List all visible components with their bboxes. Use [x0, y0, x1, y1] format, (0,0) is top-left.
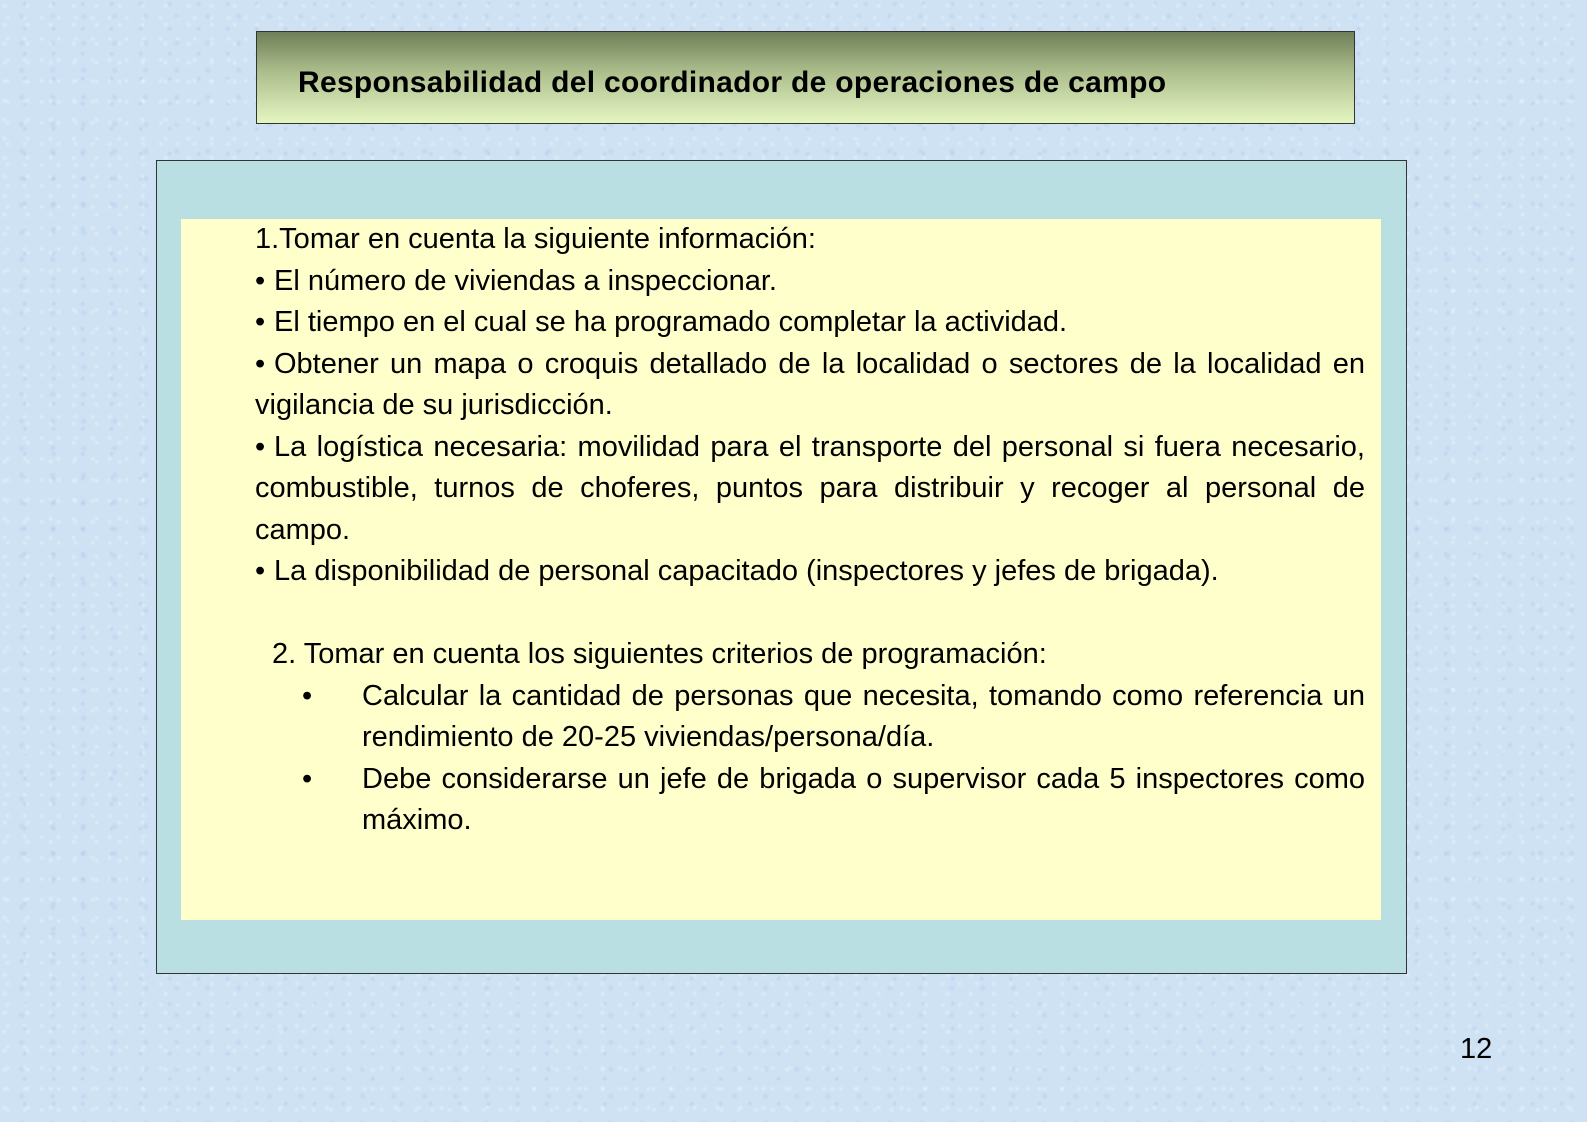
bullet-icon: • — [255, 555, 266, 587]
section1-item — [255, 427, 1365, 552]
section2-heading: 2. Tomar en cuenta los siguientes criterios de programación: — [272, 638, 1047, 670]
section2-item-text: Calcular la cantidad de personas que necesita, tomando como referencia un rendimiento de 20-25 viviendas/persona/día. — [362, 679, 1365, 753]
slide-title-bar — [256, 31, 1355, 124]
section1-item-text: El número de viviendas a inspeccionar. — [274, 264, 777, 297]
section1-item-text: La logística necesaria: movilidad para el transporte del personal si fuera necesario, combustible, turnos de choferes, puntos para distribuir y recoger al personal de campo. — [255, 430, 1365, 546]
slide-title: Responsabilidad del coordinador de operaciones de campo — [298, 66, 1167, 99]
section2-item — [255, 676, 1365, 759]
section1-heading: 1.Tomar en cuenta la siguiente información: — [255, 223, 816, 255]
section1-item-text: La disponibilidad de personal capacitado (inspectores y jefes de brigada). — [274, 555, 1219, 587]
section1-item — [255, 551, 1365, 593]
section1-item — [255, 261, 1365, 303]
section-spacer — [255, 593, 1365, 635]
content-panel — [181, 219, 1381, 920]
section2-item-text: Debe considerarse un jefe de brigada o supervisor cada 5 inspectores como máximo. — [362, 762, 1365, 836]
bullet-icon: • — [302, 762, 313, 795]
section1-item — [255, 302, 1365, 344]
bullet-icon: • — [255, 430, 266, 463]
content-frame — [156, 160, 1407, 974]
bullet-icon: • — [255, 264, 266, 297]
bullet-icon: • — [302, 679, 313, 712]
section1-item-text: Obtener un mapa o croquis detallado de la localidad o sectores de la localidad en vigilancia de su jurisdicción. — [255, 347, 1365, 421]
bullet-icon: • — [255, 347, 266, 380]
section1-item — [255, 344, 1365, 427]
content-text — [255, 219, 1365, 842]
page-number: 12 — [1460, 1033, 1493, 1065]
section2-item — [255, 759, 1365, 842]
section1-item-text: El tiempo en el cual se ha programado completar la actividad. — [274, 306, 1068, 338]
bullet-icon: • — [255, 306, 266, 338]
